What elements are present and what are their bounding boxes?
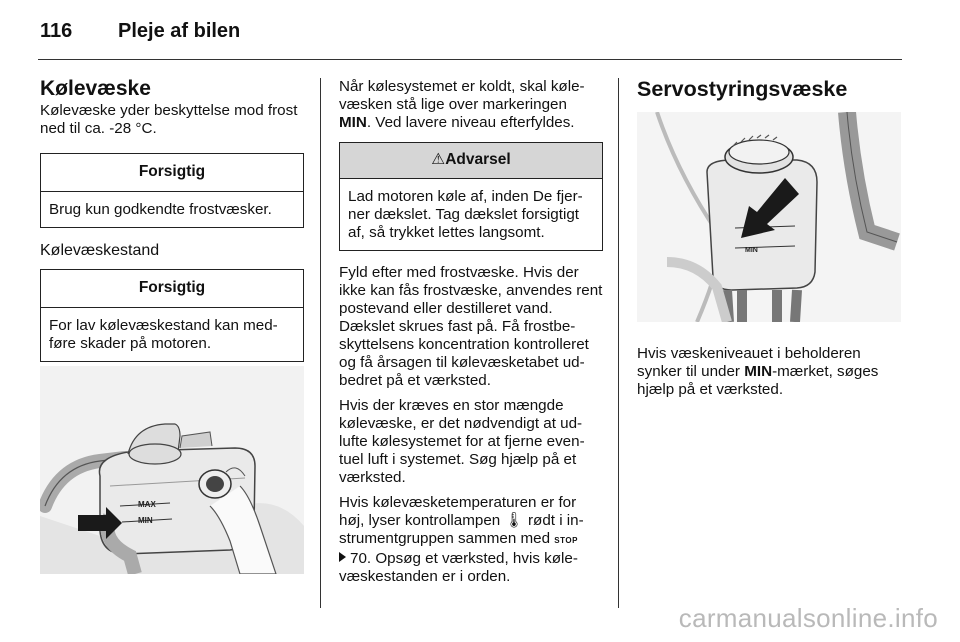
column-coolant-continued — [339, 78, 603, 586]
column-divider-1 — [320, 78, 321, 608]
text-span: -mærket, søges hjælp på et værksted. — [637, 363, 879, 398]
page-title: Pleje af bilen — [118, 20, 241, 42]
column-power-steering — [637, 76, 905, 102]
warning-title: Advarsel — [445, 151, 511, 168]
text-span: Hvis kølevæsketemperaturen er for høj, lyser kontrollampen — [339, 494, 577, 529]
warning-title-row — [340, 143, 602, 179]
page-reference-icon — [339, 552, 346, 562]
section-heading-coolant: Kølevæske — [40, 77, 151, 100]
subheading-coolant-level: Kølevæskestand — [40, 242, 160, 259]
paragraph-fill-level — [339, 78, 603, 132]
text-span: Når kølesystemet er koldt, skal køle-væsken stå lige over markeringen — [339, 78, 585, 113]
page-reference[interactable]: 70 — [350, 550, 367, 567]
paragraph-temperature — [339, 494, 603, 586]
coolant-temperature-icon: 🌡 — [504, 512, 524, 529]
coolant-intro: Kølevæske yder beskyttelse mod frost ned til ca. -28 °C. — [40, 102, 298, 137]
paragraph-refill: Fyld efter med frostvæske. Hvis der ikke kan fås frostvæske, anvendes rent postevand eller destilleret vand. Dækslet skrues fast på. Få frostbe-skyttelsens koncentration kontrolleret og få årsagen til kølevæsketabet ud-bedret på et værksted. — [339, 264, 603, 389]
text-span: rødt i in-strumentgruppen sammen med — [339, 512, 584, 547]
text-span: Hvis væskeniveauet i beholderen synker til under — [637, 345, 861, 380]
caution-box-antifreeze — [40, 153, 304, 228]
warning-body: Lad motoren køle af, inden De fjer-ner dækslet. Tag dækslet forsigtigt af, så trykket lettes langsomt. — [348, 188, 583, 241]
coolant-max-label: MAX — [138, 500, 156, 509]
paragraph-steering-level — [637, 345, 905, 399]
caution-title: Forsigtig — [41, 270, 303, 308]
page-number: 116 — [40, 20, 73, 42]
caution-title: Forsigtig — [41, 154, 303, 192]
coolant-min-label: MIN — [138, 516, 153, 525]
column-coolant — [40, 76, 304, 362]
min-marker-text: MIN — [744, 363, 773, 380]
column-divider-2 — [618, 78, 619, 608]
watermark: carmanualsonline.info — [678, 603, 938, 633]
paragraph-bleed: Hvis der kræves en stor mængde kølevæske, er det nødvendigt at ud-lufte kølesystemet for at fjerne even-tuel luft i systemet. Søg hjælp på et værksted. — [339, 397, 585, 486]
coolant-reservoir-illustration — [40, 366, 304, 574]
caution-body: For lav kølevæskestand kan med-føre skader på motoren. — [49, 317, 278, 352]
text-span: . Opsøg et værksted, hvis køle-væskestanden er i orden. — [339, 550, 578, 585]
section-heading-power-steering: Servostyringsvæske — [637, 77, 848, 101]
min-marker-text: MIN — [339, 114, 367, 131]
header-rule — [38, 59, 902, 60]
steering-min-label: MIN — [745, 247, 758, 254]
warning-triangle-icon: ⚠ — [431, 151, 446, 168]
text-span: . Ved lavere niveau efterfyldes. — [366, 114, 575, 131]
caution-body: Brug kun godkendte frostvæsker. — [49, 201, 272, 218]
power-steering-text — [637, 345, 905, 399]
page-header — [40, 20, 240, 43]
warning-box — [339, 142, 603, 251]
power-steering-reservoir-illustration — [637, 112, 901, 322]
caution-box-level — [40, 269, 304, 362]
stop-symbol: STOP — [554, 536, 578, 545]
